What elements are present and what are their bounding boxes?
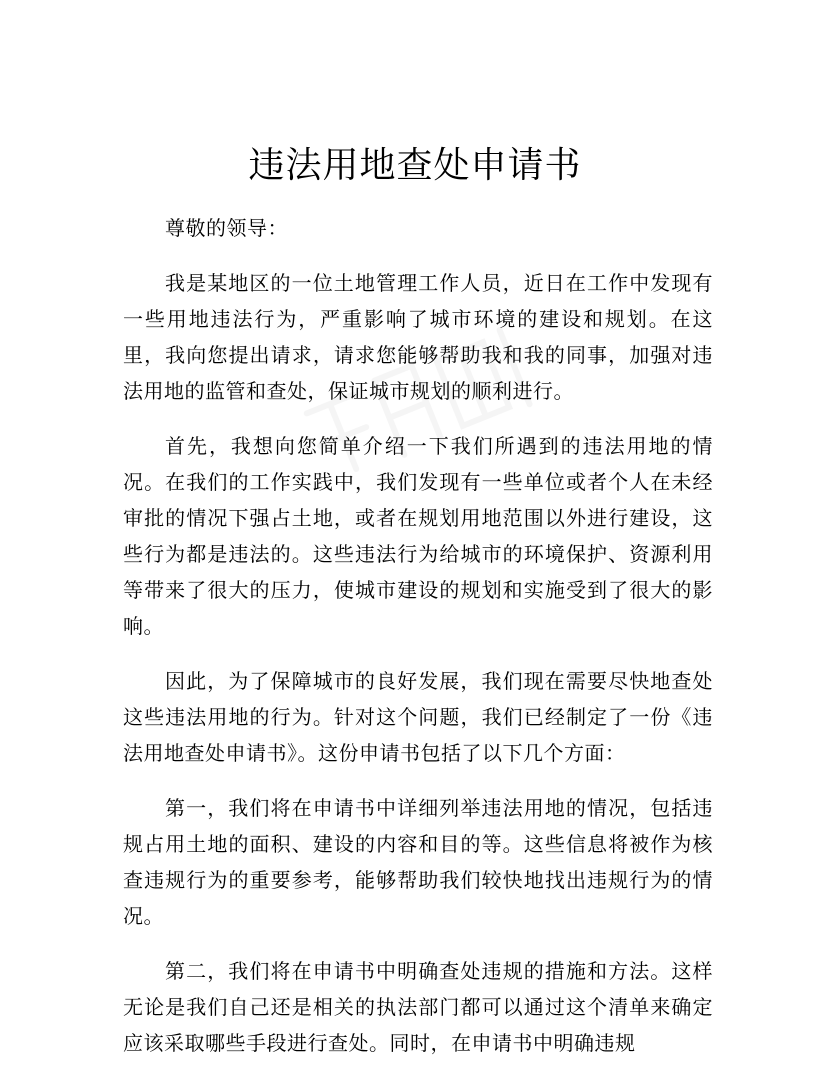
salutation: 尊敬的领导： — [165, 216, 288, 240]
document-title: 违法用地查处申请书 — [248, 145, 582, 186]
paragraph-2: 首先，我想向您简单介绍一下我们所遇到的违法用地的情况。在我们的工作实践中，我们发现有一些单位或者个人在未经审批的情况下强占土地，或者在规划用地范围以外进行建设，这些行为都是违法的。这些违法行为给城市的环境保护、资源利用等带来了很大的压力，使城市建设的规划和实施受到了很大的影响。 — [123, 434, 713, 638]
paragraph-4: 第一，我们将在申请书中详细列举违法用地的情况，包括违规占用土地的面积、建设的内容和目的等。这些信息将被作为核查违规行为的重要参考，能够帮助我们较快地找出违规行为的情况。 — [123, 796, 713, 928]
document-body — [123, 210, 713, 1080]
paragraph-5: 第二，我们将在申请书中明确查处违规的措施和方法。这样无论是我们自己还是相关的执法部门都可以通过这个清单来确定应该采取哪些手段进行查处。同时，在申请书中明确违规 — [123, 959, 713, 1055]
paragraph-1: 我是某地区的一位土地管理工作人员，近日在工作中发现有一些用地违法行为，严重影响了城市环境的建设和规划。在这里，我向您提出请求，请求您能够帮助我和我的同事，加强对违法用地的监管和查处，保证城市规划的顺利进行。 — [123, 271, 713, 403]
paragraph-3: 因此，为了保障城市的良好发展，我们现在需要尽快地查处这些违法用地的行为。针对这个问题，我们已经制定了一份《违法用地查处申请书》。这份申请书包括了以下几个方面： — [123, 669, 713, 765]
